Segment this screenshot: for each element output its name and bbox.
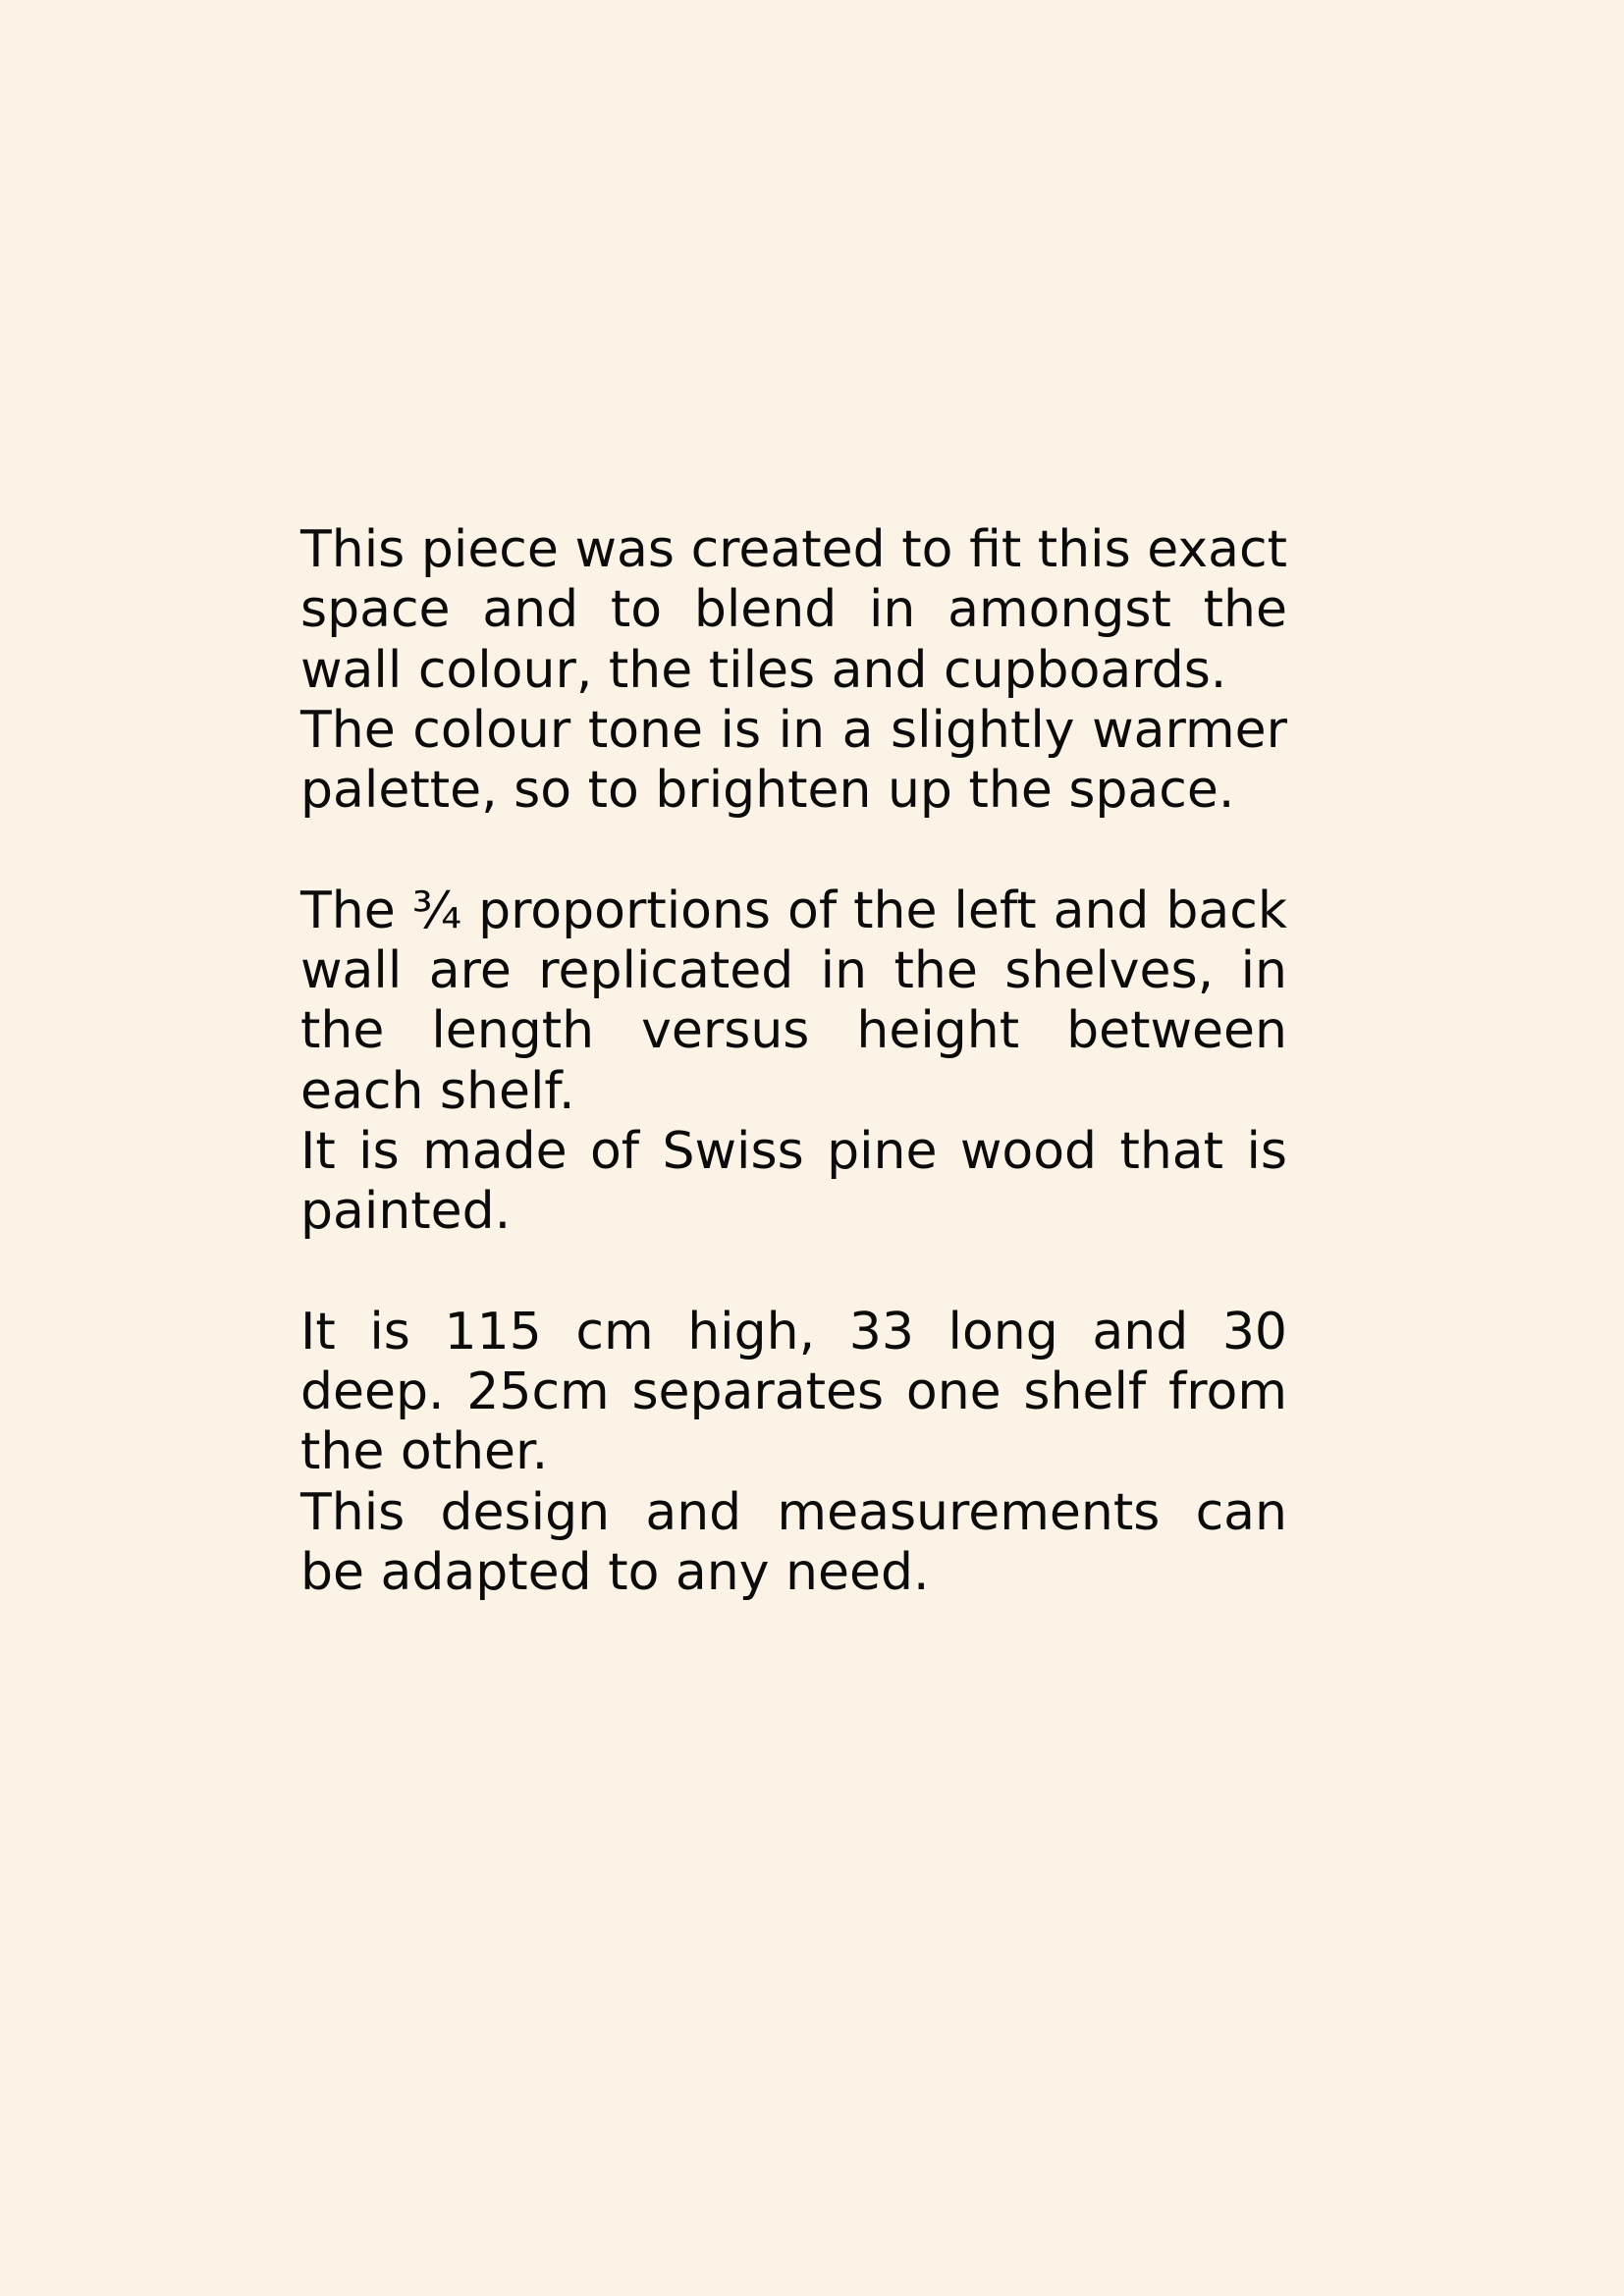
paragraph-adaptable: This design and measurements can be adapted to any need. <box>300 1482 1287 1603</box>
paragraph-fit-space: This piece was created to fit this exact space and to blend in amongst the wall colour, the tiles and cupboards. <box>300 520 1287 700</box>
paragraph-spacer <box>300 821 1287 881</box>
paragraph-dimensions: It is 115 cm high, 33 long and 30 deep. 25cm separates one shelf from the other. <box>300 1302 1287 1482</box>
paragraph-proportions: The ¾ proportions of the left and back wall are replicated in the shelves, in the length versus height between each shelf. <box>300 881 1287 1121</box>
paragraph-colour-tone: The colour tone is in a slightly warmer palette, so to brighten up the space. <box>300 700 1287 821</box>
paragraph-material: It is made of Swiss pine wood that is painted. <box>300 1121 1287 1242</box>
text-column <box>300 520 1287 1603</box>
paragraph-spacer <box>300 1243 1287 1303</box>
